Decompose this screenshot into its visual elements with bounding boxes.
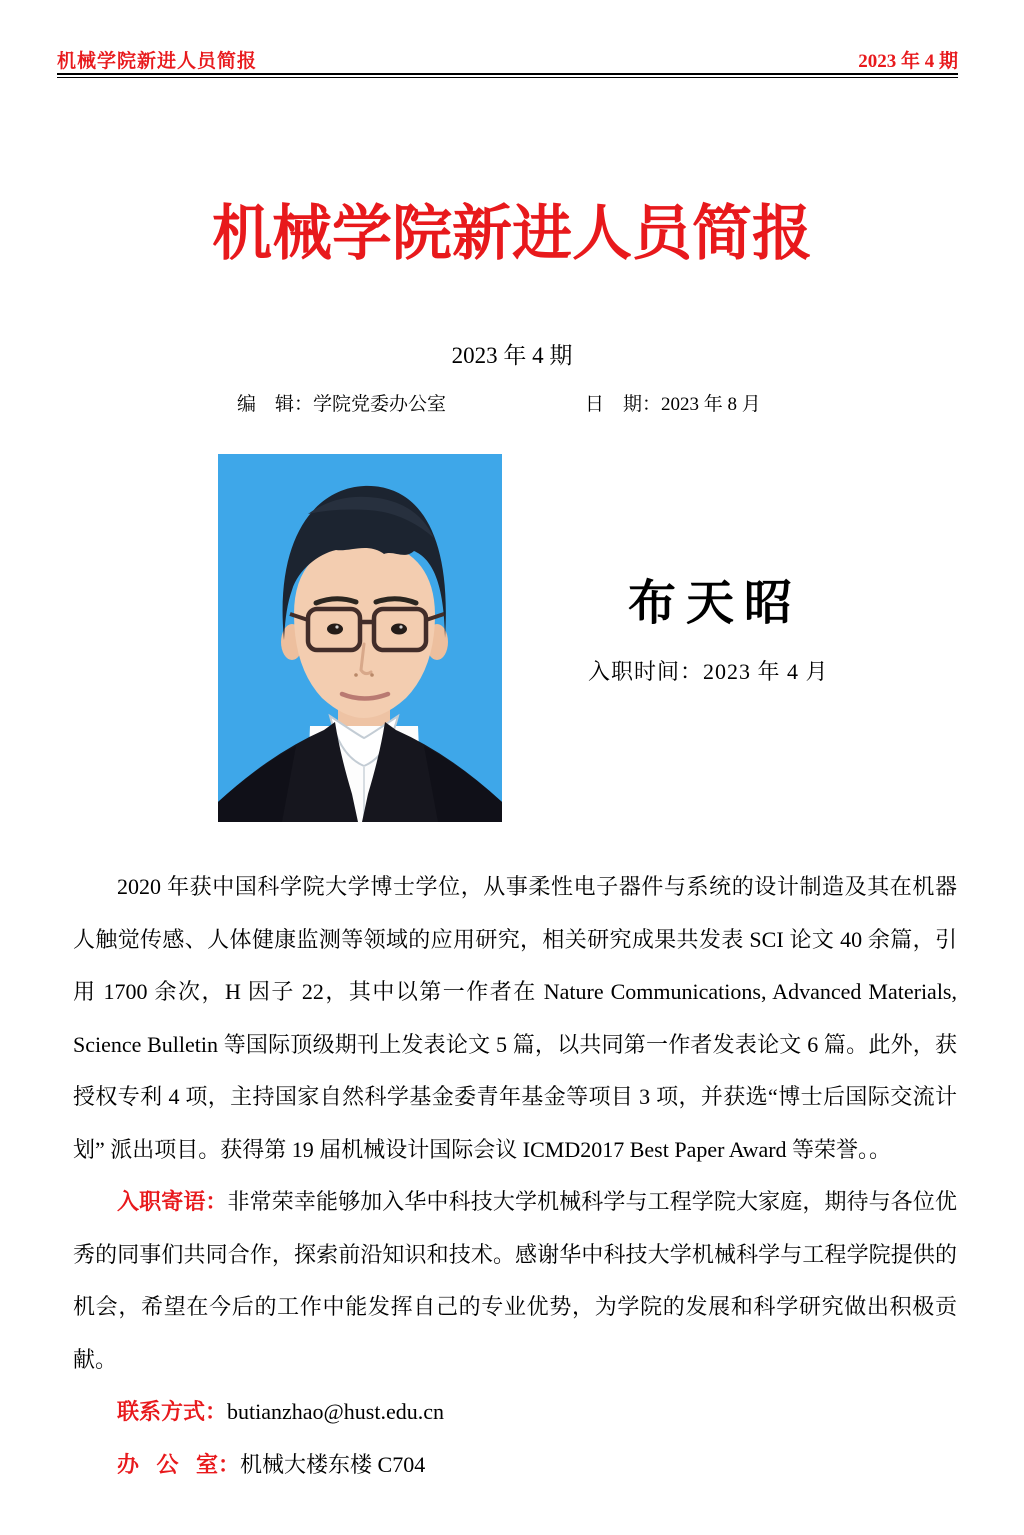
page-title: 机械学院新进人员简报 <box>212 201 812 267</box>
editor-label: 编 辑： <box>237 394 314 415</box>
date-value: 2023 年 8 月 <box>661 394 761 415</box>
bio-text: 2020 年获中国科学院大学博士学位，从事柔性电子器件与系统的设计制造及其在机器人触觉传感、人体健康监测等领域的应用研究，相关研究成果共发表 SCI 论文 40 余篇，引用 1700 余次，H 因子 22，其中以第一作者在 Nature Communications, Advanced Materials, Science Bulletin 等国际顶级期刊上发表论文 5 篇，以共同第一作者发表论文 6 篇。此外，获授权专利 4 项，主持国家自然科学基金委青年基金等项目 3 项，并获选“博士后国际交流计划” 派出项目。获得第 19 届机械设计国际会议 ICMD2017 Best Paper Award 等荣誉。。 <box>73 874 957 1162</box>
office-line <box>73 1439 957 1492</box>
message-label: 入职寄语： <box>117 1189 228 1214</box>
person-name: 布天昭 <box>628 577 803 630</box>
join-date: 入职时间：2023 年 4 月 <box>588 659 829 684</box>
editor-line <box>237 389 446 416</box>
bio-paragraph <box>73 861 957 1176</box>
message-text: 非常荣幸能够加入华中科技大学机械科学与工程学院大家庭，期待与各位优秀的同事们共同合作，探索前沿知识和技术。感谢华中科技大学机械科学与工程学院提供的机会，希望在今后的工作中能发挥自己的专业优势，为学院的发展和科学研究做出积极贡献。 <box>73 1189 957 1372</box>
contact-email: butianzhao@hust.edu.cn <box>227 1399 444 1424</box>
running-header-issue: 2023 年 4 期 <box>858 51 958 72</box>
date-line <box>585 389 761 416</box>
body-text <box>73 861 957 1491</box>
running-header-title: 机械学院新进人员简报 <box>57 51 258 72</box>
message-paragraph <box>73 1176 957 1386</box>
contact-line <box>73 1386 957 1439</box>
office-label: 办 公 室： <box>117 1451 241 1477</box>
editor-value: 学院党委办公室 <box>313 394 447 415</box>
header-double-rule <box>57 73 958 78</box>
profile-photo <box>218 454 502 822</box>
date-label: 日 期： <box>585 394 662 415</box>
office-value: 机械大楼东楼 C704 <box>240 1451 426 1477</box>
contact-label: 联系方式： <box>117 1399 228 1424</box>
issue-number: 2023 年 4 期 <box>451 343 573 368</box>
